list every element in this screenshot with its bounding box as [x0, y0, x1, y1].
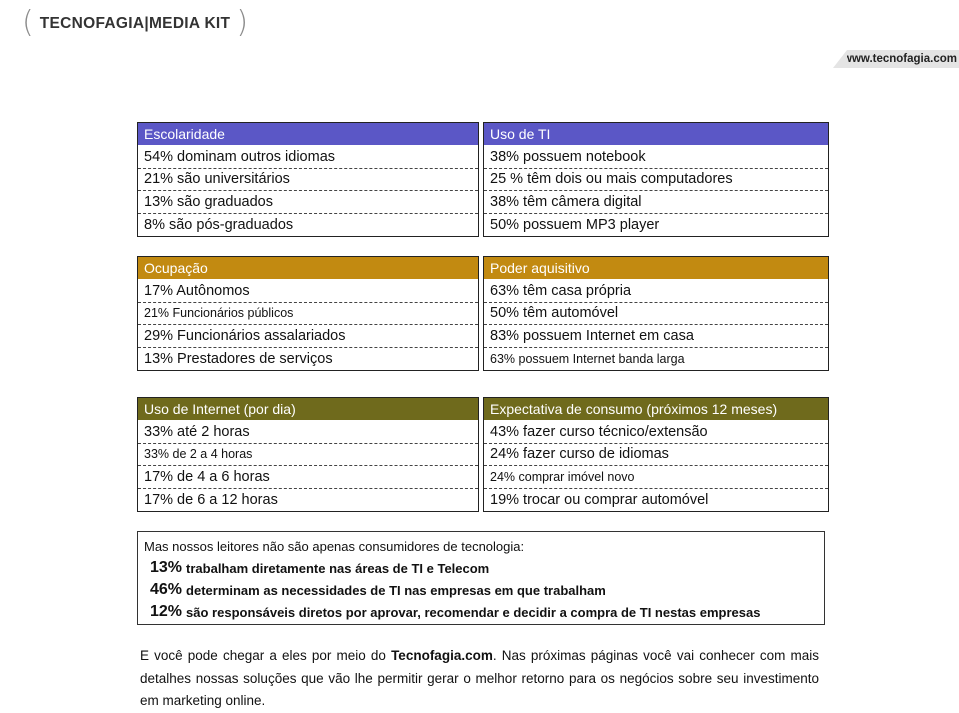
stat-text: determinam as necessidades de TI nas empresas em que trabalham: [186, 582, 606, 598]
uso-internet-title: Uso de Internet (por dia): [138, 398, 478, 420]
footer-brand: Tecnofagia.com: [391, 648, 493, 663]
escolaridade-title: Escolaridade: [138, 123, 478, 145]
expectativa-title: Expectativa de consumo (próximos 12 meses): [484, 398, 828, 420]
expectativa-item: 43% fazer curso técnico/extensão: [484, 421, 828, 444]
footer-text-1: E você pode chegar a eles por meio do: [140, 648, 392, 663]
highlight-box: [137, 531, 825, 625]
uso-internet-item: 33% de 2 a 4 horas: [138, 444, 478, 467]
uso-internet-item: 17% de 6 a 12 horas: [144, 491, 278, 508]
footer-paragraph: [140, 645, 819, 713]
ocupacao-item: 13% Prestadores de serviços: [144, 350, 333, 367]
ocupacao-item: 21% Funcionários públicos: [138, 303, 478, 326]
ocupacao-item: 17% Autônomos: [138, 280, 478, 303]
highlight-stat: [144, 557, 814, 579]
escolaridade-item: 8% são pós-graduados: [144, 216, 294, 233]
footer-text-2: . Nas próximas páginas você vai conhecer com mais detalhes nossas soluções que vão lhe permitir gerar o melhor retorno para os negócios sobre seu investimento em marketing online.: [140, 648, 819, 708]
escolaridade-item: 13% são graduados: [138, 191, 478, 214]
uso-internet-item: 33% até 2 horas: [138, 421, 478, 444]
site-url-tab: [843, 50, 959, 68]
poder-aquisitivo-item: 63% têm casa própria: [484, 280, 828, 303]
brand-logo: [22, 6, 248, 40]
expectativa-item: 19% trocar ou comprar automóvel: [490, 491, 709, 508]
escolaridade-item: 54% dominam outros idiomas: [138, 146, 478, 169]
ocupacao-item: 29% Funcionários assalariados: [138, 325, 478, 348]
escolaridade-item: 21% são universitários: [138, 169, 478, 192]
logo-right-bracket: ): [236, 5, 249, 40]
site-url-text: www.tecnofagia.com: [843, 53, 957, 65]
stat-number: 12%: [150, 603, 183, 620]
poder-aquisitivo-item: 63% possuem Internet banda larga: [490, 351, 685, 366]
uso-ti-panel: [483, 122, 829, 237]
uso-internet-item: 17% de 4 a 6 horas: [138, 466, 478, 489]
poder-aquisitivo-item: 50% têm automóvel: [484, 303, 828, 326]
highlight-stat: [144, 579, 814, 601]
uso-ti-title: Uso de TI: [484, 123, 828, 145]
highlight-stat: [144, 601, 814, 623]
stat-text: trabalham diretamente nas áreas de TI e Telecom: [186, 560, 490, 576]
uso-ti-item: 38% possuem notebook: [484, 146, 828, 169]
ocupacao-title: Ocupação: [138, 257, 478, 279]
uso-ti-item: 38% têm câmera digital: [484, 191, 828, 214]
stat-text: são responsáveis diretos por aprovar, recomendar e decidir a compra de TI nestas empresas: [186, 604, 761, 620]
poder-aquisitivo-panel: [483, 256, 829, 371]
highlight-intro: Mas nossos leitores não são apenas consumidores de tecnologia:: [144, 539, 525, 554]
ocupacao-panel: [137, 256, 479, 371]
logo-text: TECNOFAGIA|MEDIA KIT: [39, 15, 231, 32]
logo-left-bracket: (: [22, 5, 34, 40]
expectativa-panel: [483, 397, 829, 512]
poder-aquisitivo-title: Poder aquisitivo: [484, 257, 828, 279]
expectativa-item: 24% fazer curso de idiomas: [484, 444, 828, 467]
poder-aquisitivo-item: 83% possuem Internet em casa: [484, 325, 828, 348]
stat-number: 46%: [150, 581, 183, 598]
uso-internet-panel: [137, 397, 479, 512]
uso-ti-item: 50% possuem MP3 player: [490, 216, 660, 233]
expectativa-item: 24% comprar imóvel novo: [484, 466, 828, 489]
escolaridade-panel: [137, 122, 479, 237]
uso-ti-item: 25 % têm dois ou mais computadores: [484, 169, 828, 192]
stat-number: 13%: [150, 559, 183, 576]
